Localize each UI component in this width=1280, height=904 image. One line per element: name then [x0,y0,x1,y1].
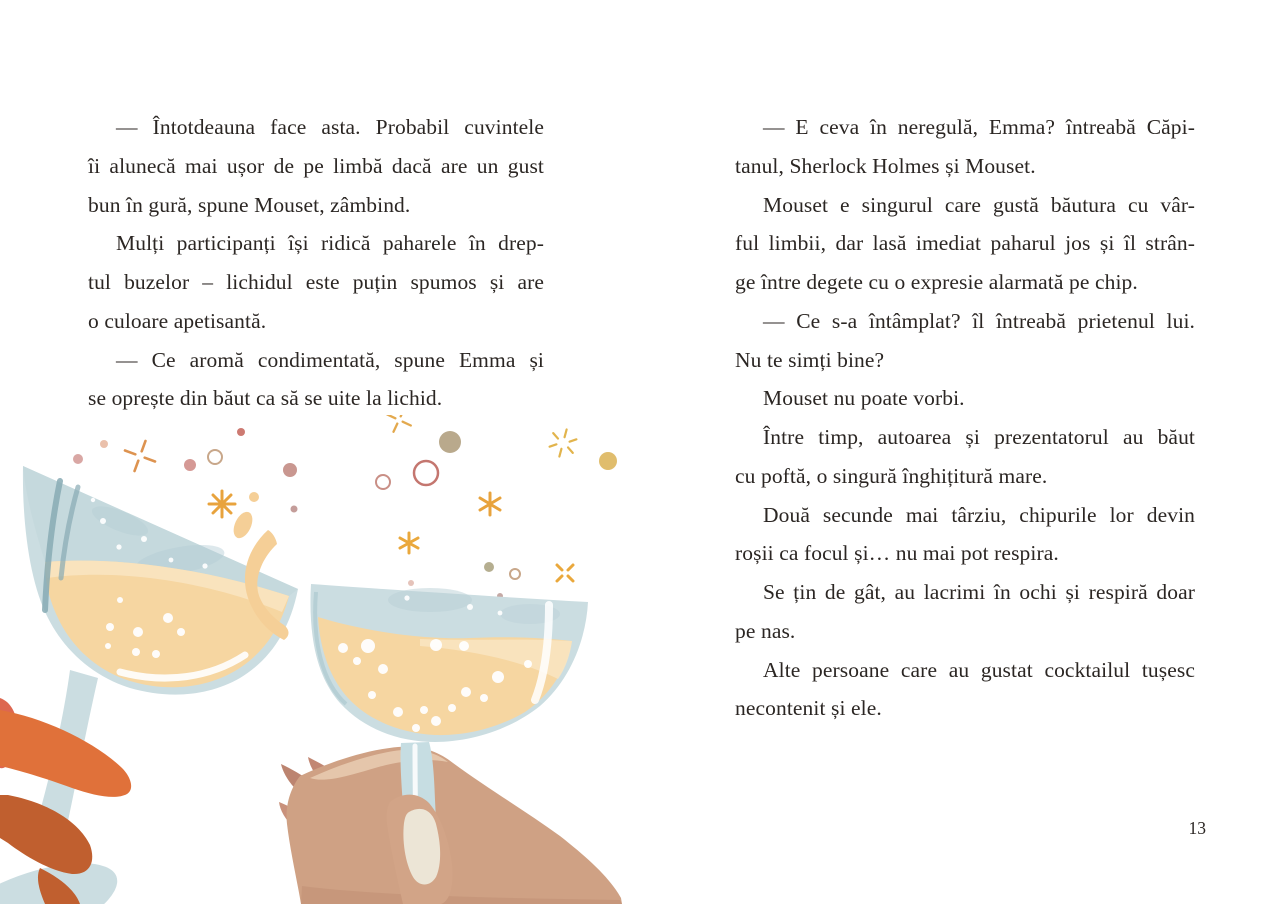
thin-star-sparkle-icon [119,435,160,476]
text-line: cu poftă, o singură înghițitură mare. [735,463,1048,488]
right-hand [279,742,622,904]
asterisk-sparkle-icon [209,491,235,517]
text-line: bun în gură, spune Mouset, zâmbind. [88,192,411,217]
illustration-clinking-glasses [0,415,660,904]
page-number: 13 [1188,818,1206,838]
text-line: pe nas. [735,618,796,643]
text-line: Între timp, autoarea și prezentatorul au băut [763,425,1195,449]
text-line: se oprește din băut ca să se uite la lichid. [88,386,443,411]
text-line: tanul, Sherlock Holmes și Mouset. [735,153,1036,178]
text-line: îi alunecă mai ușor de pe limbă dacă are un gust [88,153,544,178]
asterisk-sparkle-icon [480,493,500,515]
text-line: roșii ca focul și… nu mai pot respira. [735,541,1059,566]
splash-droplet [230,509,256,541]
text-line: ge între degete cu o expresie alarmată pe chip. [735,270,1138,294]
text-line: Se țin de gât, au lacrimi în ochi și respiră doar [763,580,1195,604]
right-champagne-glass [310,584,588,742]
right-page-text [735,108,1195,728]
text-line: tul buzelor – lichidul este puțin spumos și are [88,270,544,294]
text-line: — Întotdeauna face asta. Probabil cuvintele [116,115,544,139]
splash-droplet [249,492,259,502]
text-line: Alte persoane care au gustat cocktailul tușesc [763,657,1195,682]
text-line: necontenit și ele. [735,696,882,721]
asterisk-sparkle-icon [400,533,418,553]
text-line: — E ceva în neregulă, Emma? întreabă Căpi- [763,115,1195,139]
text-line: Două secunde mai târziu, chipurile lor devin [763,502,1195,527]
x-sparkle-icon [557,565,573,581]
text-line: Mulți participanți își ridică paharele în drep- [116,231,544,256]
left-page-text [88,108,544,418]
text-line: ful limbii, dar lasă imediat paharul jos și îl strân- [735,231,1195,256]
text-line: — Ce s-a întâmplat? îl întreabă prietenul lui. [763,308,1195,333]
thin-star-sparkle-icon [382,415,417,437]
text-line: Mouset e singurul care gustă băutura cu vâr- [763,192,1195,217]
thin-star-sparkle-icon [548,426,578,459]
text-line: Mouset nu poate vorbi. [763,386,965,411]
text-line: Nu te simți bine? [735,347,885,372]
text-line: o culoare apetisantă. [88,308,267,333]
text-line: — Ce aromă condimentată, spune Emma și [116,347,544,372]
